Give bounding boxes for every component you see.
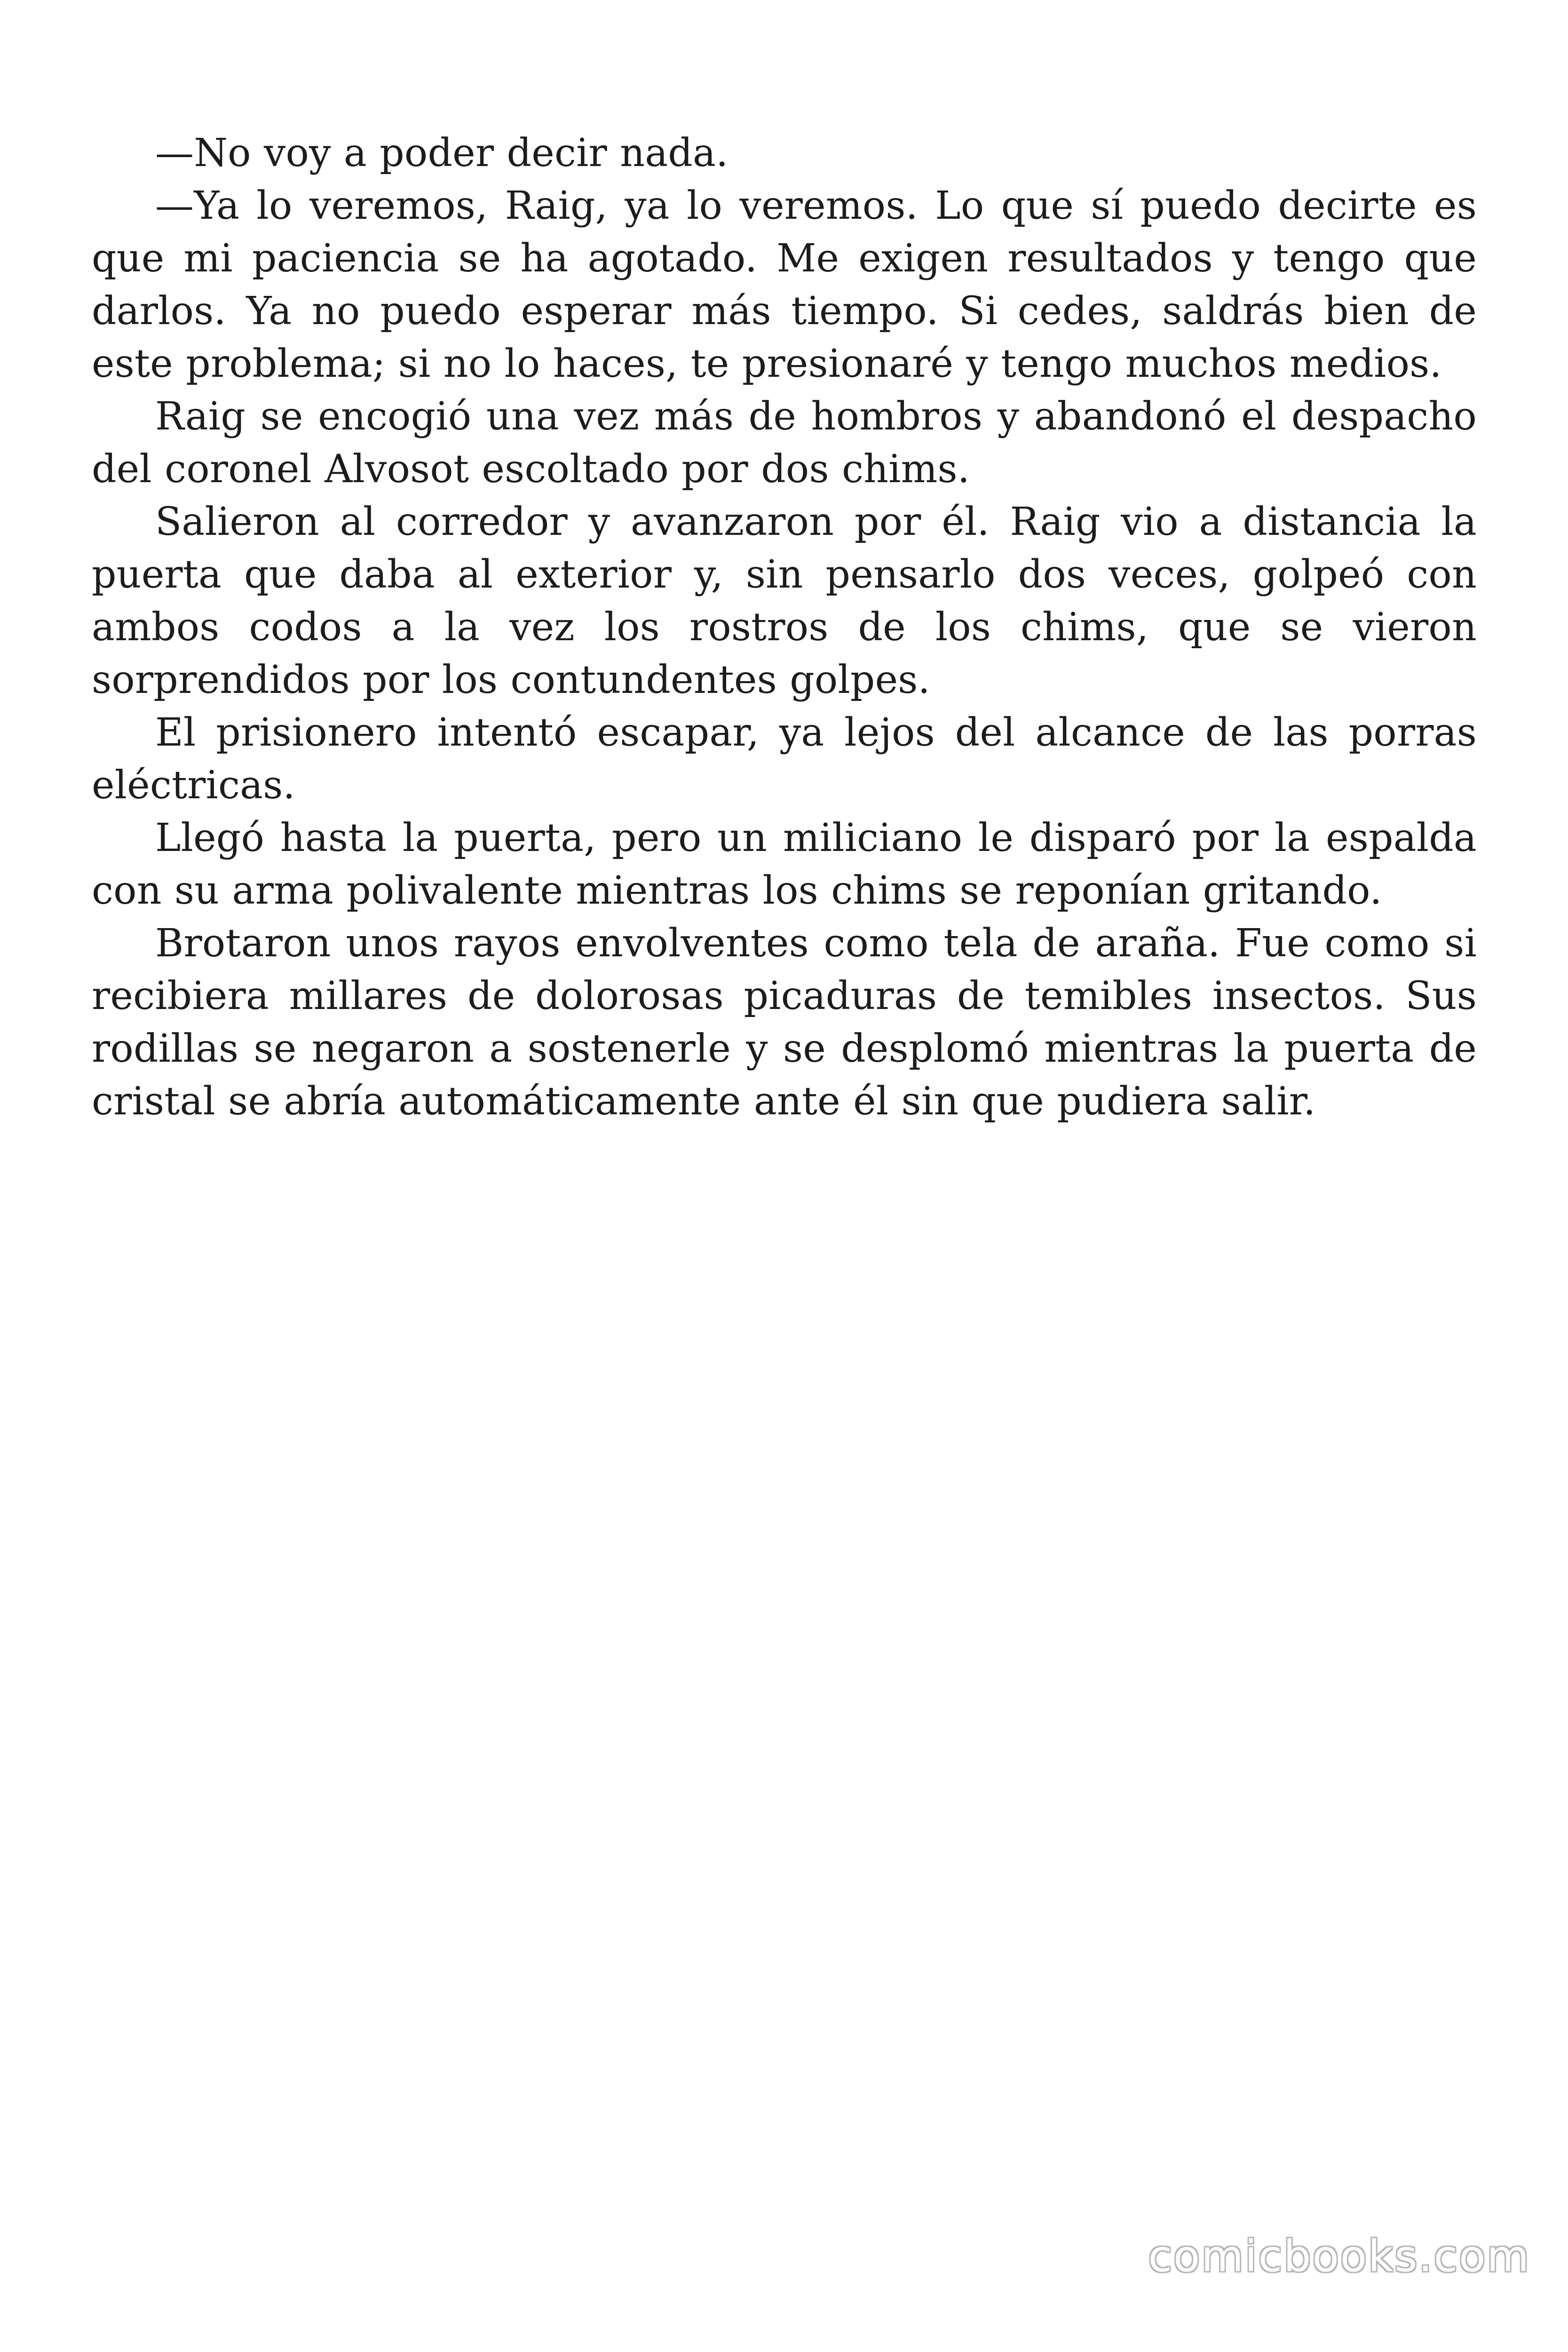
paragraph: —Ya lo veremos, Raig, ya lo veremos. Lo que sí puedo decirte es que mi paciencia se ha agotado. Me exigen resultados y tengo que darlos. Ya no puedo esperar más tiempo. Si cedes, saldrás bien de este problema; si no lo haces, te presionaré y tengo muchos medios. [92, 183, 1477, 386]
paragraph: Raig se encogió una vez más de hombros y abandonó el despacho del coronel Alvosot escoltado por dos chims. [92, 394, 1477, 492]
paragraph: —No voy a poder decir nada. [155, 131, 729, 175]
paragraph: Salieron al corredor y avanzaron por él. Raig vio a distancia la puerta que daba al exterior y, sin pensarlo dos veces, golpeó con ambos codos a la vez los rostros de los chims, que se vieron sorprendidos por los contundentes golpes. [92, 500, 1477, 702]
body-text [92, 127, 1477, 1128]
paragraph: El prisionero intentó escapar, ya lejos del alcance de las porras eléctricas. [92, 710, 1477, 808]
watermark: comicbooks.com [1148, 2231, 1530, 2281]
paragraph: Llegó hasta la puerta, pero un miliciano le disparó por la espalda con su arma polivalente mientras los chims se reponían gritando. [92, 816, 1477, 913]
paragraph: Brotaron unos rayos envolventes como tela de araña. Fue como si recibiera millares de dolorosas picaduras de temibles insectos. Sus rodillas se negaron a sostenerle y se desplomó mientras la puerta de cristal se abría automáticamente ante él sin que pudiera salir. [92, 921, 1477, 1124]
